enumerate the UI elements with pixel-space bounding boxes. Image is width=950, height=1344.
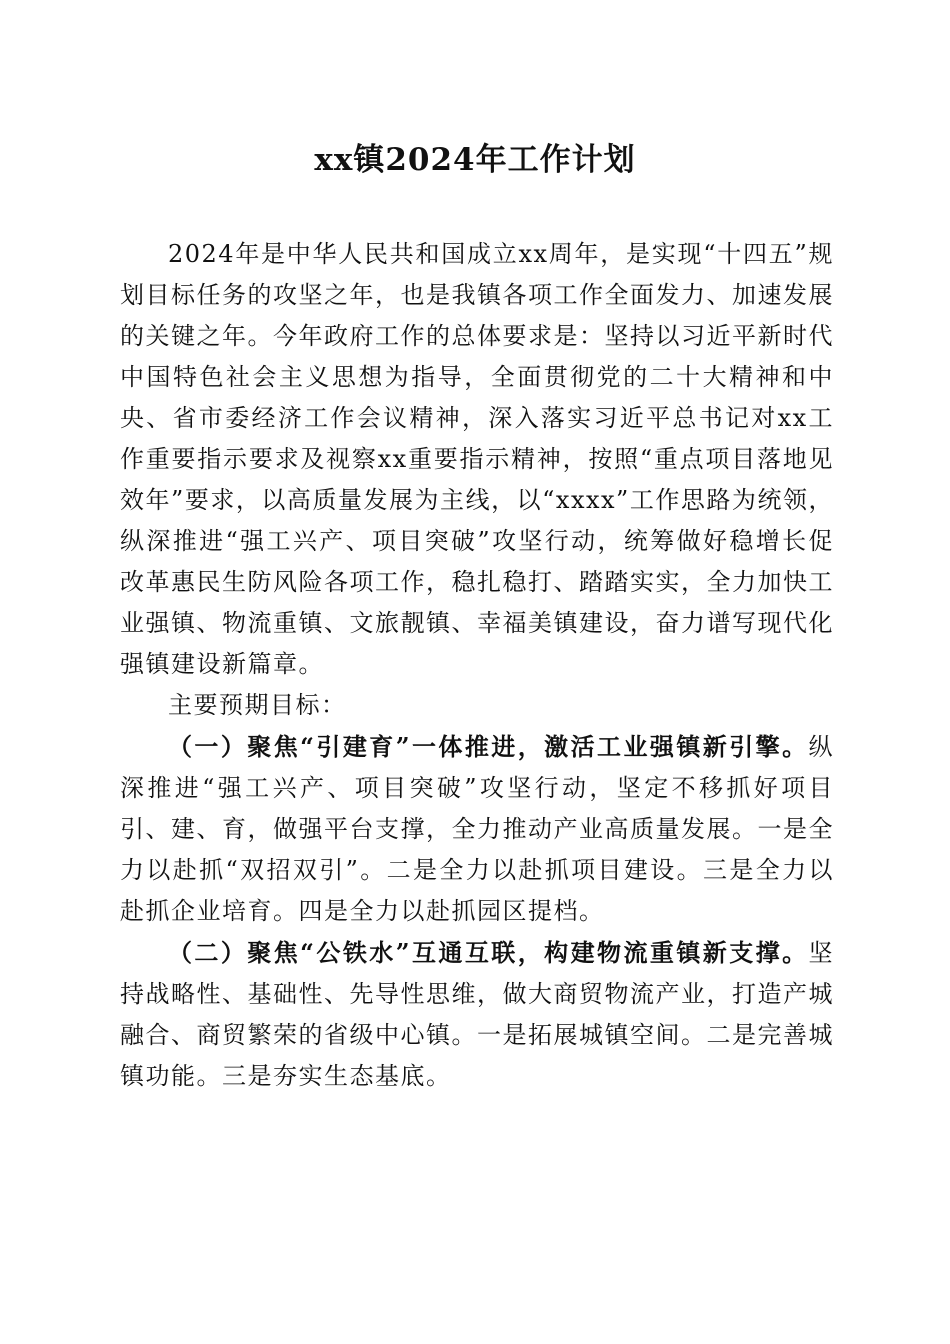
section-paragraph-1 bbox=[120, 726, 834, 932]
goals-label: 主要预期目标： bbox=[168, 691, 347, 719]
document-title: xx镇2024年工作计划 bbox=[314, 142, 636, 178]
intro-paragraph: 2024年是中华人民共和国成立xx周年，是实现“十四五”规划目标任务的攻坚之年，也是我镇各项工作全面发力、加速发展的关键之年。今年政府工作的总体要求是：坚持以习近平新时代中国特色社会主义思想为指导，全面贯彻党的二十大精神和中央、省市委经济工作会议精神，深入落实习近平总书记对xx工作重要指示要求及视察xx重要指示精神，按照“重点项目落地见效年”要求，以高质量发展为主线，以“xxxx”工作思路为统领，纵深推进“强工兴产、项目突破”攻坚行动，统筹做好稳增长促改革惠民生防风险各项工作，稳扎稳打、踏踏实实，全力加快工业强镇、物流重镇、文旅靓镇、幸福美镇建设，奋力谱写现代化强镇建设新篇章。 bbox=[120, 240, 834, 678]
section-paragraph-2 bbox=[120, 932, 834, 1097]
section-heading-1: （一）聚焦“引建育”一体推进，激活工业强镇新引擎。 bbox=[168, 732, 809, 761]
section-heading-2: （二）聚焦“公铁水”互通互联，构建物流重镇新支撑。 bbox=[168, 938, 809, 967]
section-body-1: 纵深推进“强工兴产、项目突破”攻坚行动，坚定不移抓好项目引、建、育，做强平台支撑，全力推动产业高质量发展。一是全力以赴抓“双招双引”。二是全力以赴抓项目建设。三是全力以赴抓企业培育。四是全力以赴抓园区提档。 bbox=[120, 733, 834, 925]
document-body bbox=[120, 234, 834, 1097]
section-body-2: 坚持战略性、基础性、先导性思维，做大商贸物流产业，打造产城融合、商贸繁荣的省级中心镇。一是拓展城镇空间。二是完善城镇功能。三是夯实生态基底。 bbox=[120, 939, 834, 1090]
